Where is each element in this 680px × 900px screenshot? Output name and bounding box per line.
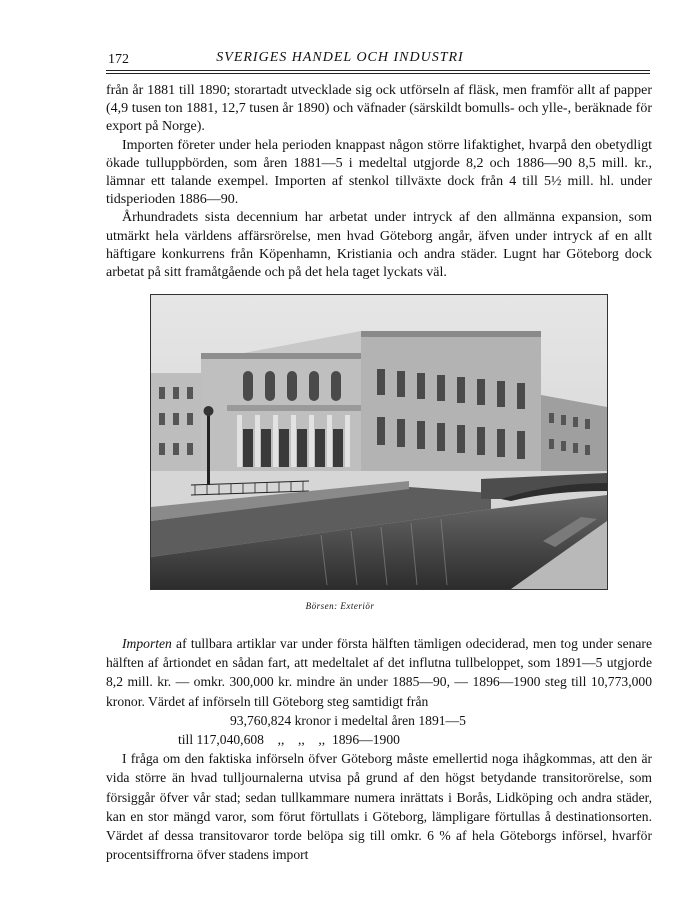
- running-title: SVERIGES HANDEL OCH INDUSTRI: [216, 50, 464, 65]
- page-number: 172: [108, 52, 129, 67]
- paragraph-rest: af tullbara artiklar var under första hälften tämligen odeciderad, men tog under senare hälften af årtiondet en sådan fart, att medeltalet af det influtna tullbeloppet, som 1891—5 utgjorde 8,2 mill. kr. — omkr. 300,000 kr. mindre än under 1885—90, — 1896—1900 steg till 10,773,000 kronor. Värdet af införseln till Göteborg steg samtidigt från: [106, 636, 652, 709]
- lead-word: Importen: [122, 636, 172, 651]
- header-rule-double: [106, 73, 650, 74]
- paragraph: [106, 634, 652, 711]
- header-rule: [106, 70, 650, 71]
- lower-text: [106, 634, 652, 864]
- figure-caption: Börsen: Exteriör: [305, 601, 375, 611]
- paragraph: Importen företer under hela perioden knappast någon större lifaktighet, hvarpå den obetydligt ökade tulluppbörden, som åren 1881—5 i medeltal utgjorde 8,2 och 1886—90 8,5 mill. kr., lämnar ett talande exempel. Importen af stenkol tillväxte dock från 4 till 5½ mill. hl. under tidsperioden 1886—90.: [106, 137, 652, 208]
- paragraph: från år 1881 till 1890; storartadt utvecklade sig ock utförseln af fläsk, men framför allt af papper (4,9 tusen ton 1881, 12,7 tusen år 1890) och väfnader (särskildt bomulls- och ylle-, beräknade för export på Norge).: [106, 83, 652, 135]
- import-value-line: till 117,040,608 ,, ,, ,, 1896—1900: [178, 732, 400, 748]
- building-illustration: [151, 295, 607, 589]
- upper-text: [106, 82, 652, 282]
- exchange-building-photo: [150, 294, 608, 590]
- paragraph: I fråga om den faktiska införseln öfver Göteborg måste emellertid noga ihågkommas, att den är vida större än hvad tulljournalerna utvisa på grund af den högst betydande transitorörelse, som försiggår öfver vår stad; sedan tullkammare numera inrättats i Borås, Lidköping och andra städer, kan en stor mängd varor, som förut förtullats i Göteborg, lämpligare förtullas å destinationsorten. Värdet af dessa transitovaror torde belöpa sig till omkr. 6 % af hela Göteborgs införsel, hvarför procentsiffrorna öfver stadens import: [106, 751, 652, 863]
- import-value-line: 93,760,824 kronor i medeltal åren 1891—5: [230, 712, 466, 728]
- paragraph: Århundradets sista decennium har arbetat under intryck af den allmänna expansion, som utmärkt hela världens affärsrörelse, men hvad Göteborg angår, äfven under intryck af en allt häftigare konkurrens från Köpenhamn, Kristiania och andra städer. Lugnt har Göteborg dock arbetat på sitt framåtgående och på det hela taget lyckats väl.: [106, 210, 652, 281]
